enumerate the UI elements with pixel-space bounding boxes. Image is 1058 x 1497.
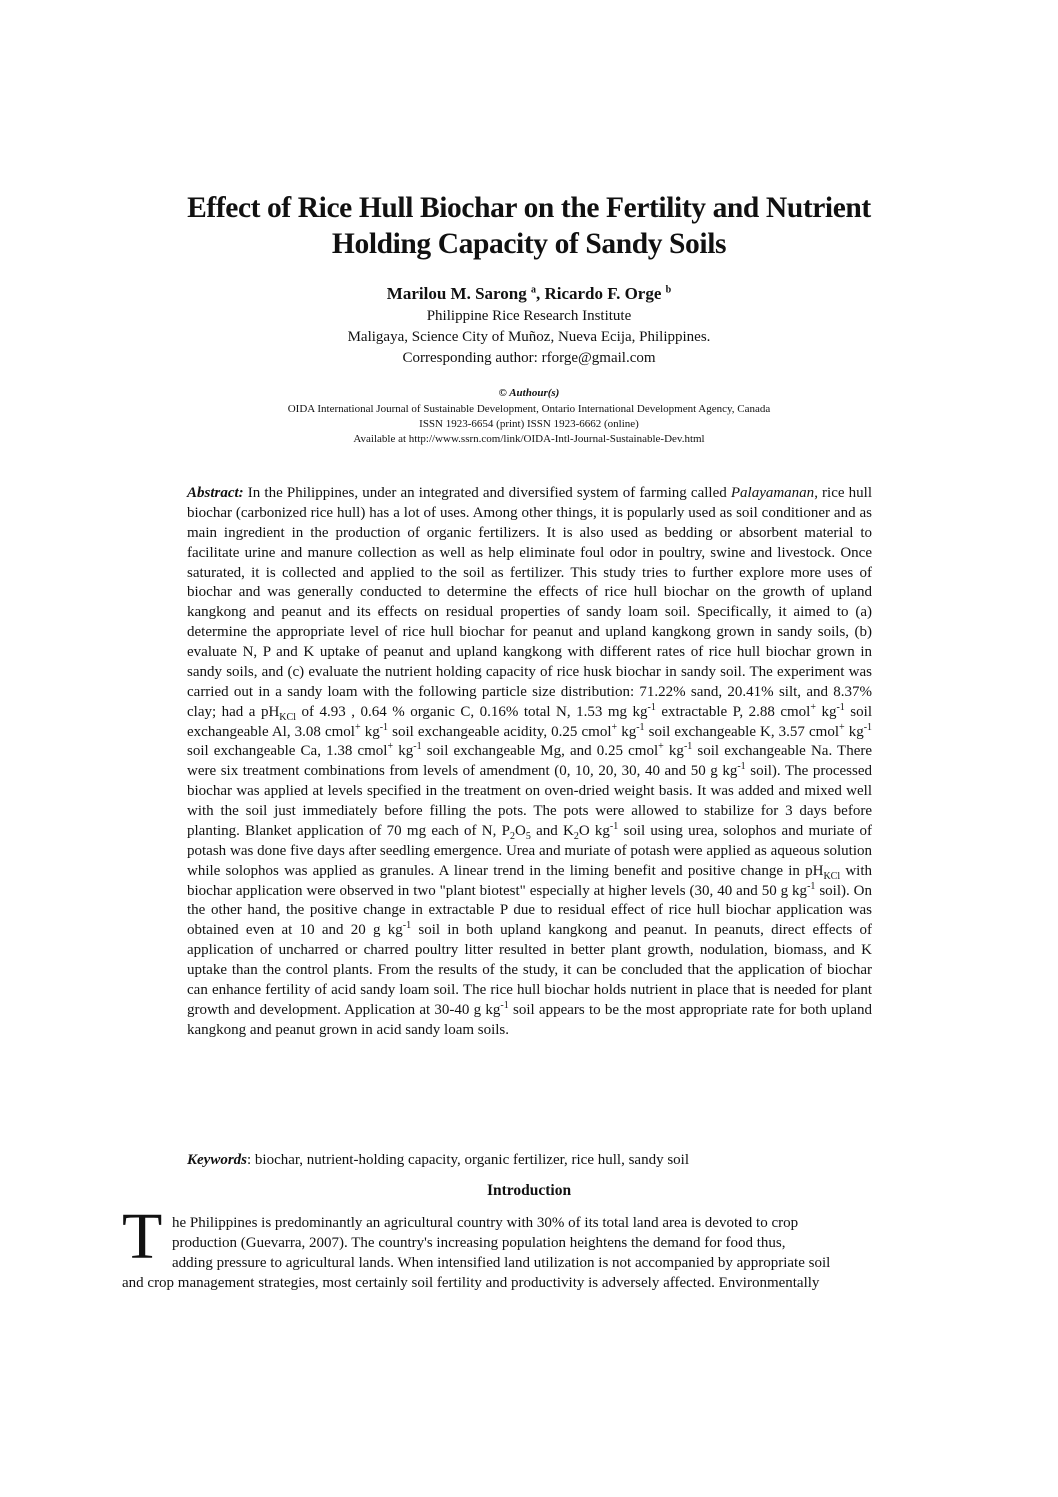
author-2-affil-mark: b xyxy=(665,284,672,296)
paper-title xyxy=(120,190,938,262)
copyright: © Authour(s) xyxy=(498,387,560,399)
abstract: Abstract: In the Philippines, under an integrated and diversified system of farming called Palayamanan, rice hull biochar (carbonized rice hull) has a lot of uses. Among other things, it is popularly used as soil conditioner and as main ingredient in the production of organic fertilizers. It is also used as bedding or absorbent material to facilitate urine and manure collection as well as help eliminate foul odor in poultry, swine and livestock. Once saturated, it is collected and applied to the soil as fertilizer. This study tries to further explore more uses of biochar and was generally conducted to determine the effects of rice hull biochar on the growth of upland kangkong and peanut and its effects on residual properties of sandy loam soil. Specifically, it aimed to (a) determine the appropriate level of rice hull biochar for peanut and upland kangkong grown in sandy soils, (b) evaluate N, P and K uptake of peanut and upland kangkong with different rates of rice hull biochar grown in sandy soils, and (c) evaluate the nutrient holding capacity of rice husk biochar in sandy soil. The experiment was carried out in a sandy loam with the following particle size distribution: 71.22% sand, 20.41% silt, and 8.37% clay; had a $pH_{KCl}$ of 4.93 , 0.64 % organic C, 0.16% total N, 1.53 mg $kg^{-1}$ extractable P, 2.88 cmol+ $kg^{-1}$ soil exchangeable Al, 3.08 cmol+ $kg^{-1}$ soil exchangeable acidity, 0.25 cmol+ $kg^{-1}$ soil exchangeable K, 3.57 cmol+ $kg^{-1}$ soil exchangeable Ca, 1.38 cmol+ $kg^{-1}$ soil exchangeable Mg, and 0.25 cmol+ $kg^{-1}$ soil exchangeable Na. There were six treatment combinations from levels of amendment (0, 10, 20, 30, 40 and 50 g $kg^{-1}$ soil). The processed biochar was applied at levels specified in the treatment on oven-dried weight basis. It was added and mixed well with the soil just immediately before filling the pots. The pots were allowed to stabilize for 3 days before planting. Blanket application of 70 mg each of N, $P_2O_5$ and $K_2O$ $kg^{-1}$ soil using urea, solophos and muriate of potash was done five days after seedling emergence. Urea and muriate of potash were applied as aqueous solution while solophos was applied as granules. A linear trend in the liming benefit and positive change in $pH_{KCl}$ with biochar application were observed in two "plant biotest" especially at higher levels (30, 40 and 50 g $kg^{-1}$ soil). On the other hand, the positive change in extractable P due to residual effect of rice hull biochar application was obtained even at 10 and 20 g $kg^{-1}$ soil in both upland kangkong and peanut. In peanuts, direct effects of application of uncharred or charred poultry litter resulted in better plant growth, nodulation, biomass, and K uptake than the control plants. From the results of the study, it can be concluded that the application of biochar can enhance fertility of acid sandy loam soil. The rice hull biochar holds nutrient in place that is needed for plant growth and development. Application at 30-40 g $kg^{-1}$ soil appears to be the most appropriate rate for both upland kangkong and peanut grown in acid sandy loam soils. xyxy=(187,485,873,1038)
title-line-1: Effect of Rice Hull Biochar on the Fertility and Nutrient xyxy=(187,192,871,224)
author-1-affil-mark: a xyxy=(530,284,536,296)
palayamanan-term: Palayamanan xyxy=(730,485,815,501)
availability-link[interactable]: Available at http://www.ssrn.com/link/OIDA-Intl-Journal-Sustainable-Dev.html xyxy=(353,433,705,445)
drop-cap: T xyxy=(122,1200,163,1273)
introduction-heading: Introduction xyxy=(486,1182,572,1199)
corresponding-author: Corresponding author: rforge@gmail.com xyxy=(402,350,656,366)
author-2: Ricardo F. Orge xyxy=(544,284,662,303)
author-separator: , xyxy=(535,284,545,303)
address: Maligaya, Science City of Muñoz, Nueva Ecija, Philippines. xyxy=(347,329,711,345)
title-line-2: Holding Capacity of Sandy Soils xyxy=(331,228,727,260)
keywords-list: biochar, nutrient-holding capacity, organic fertilizer, rice hull, sandy soil xyxy=(251,1152,689,1168)
keywords-label: Keywords xyxy=(187,1152,247,1168)
keywords: Keywords: biochar, nutrient-holding capacity, organic fertilizer, rice hull, sandy soil xyxy=(187,1152,689,1168)
issn: ISSN 1923-6654 (print) ISSN 1923-6662 (online) xyxy=(419,418,639,430)
abstract-label: Abstract: xyxy=(187,485,244,501)
affiliation: Philippine Rice Research Institute xyxy=(426,308,632,324)
introduction-paragraph-continued: and crop management strategies, most certainly soil fertility and productivity is adversely affected. Environmentally xyxy=(122,1275,820,1291)
author-1: Marilou M. Sarong xyxy=(386,284,527,303)
journal-info: OIDA International Journal of Sustainable Development, Ontario International Development Agency, Canada xyxy=(287,403,771,415)
author-line xyxy=(120,284,938,304)
introduction-paragraph: he Philippines is predominantly an agricultural country with 30% of its total land area is devoted to crop production (Guevarra, 2007). The country's increasing population heightens the demand for food thus, adding pressure to agricultural lands. When intensified land utilization is not accompanied by appropriate soil xyxy=(172,1215,831,1271)
